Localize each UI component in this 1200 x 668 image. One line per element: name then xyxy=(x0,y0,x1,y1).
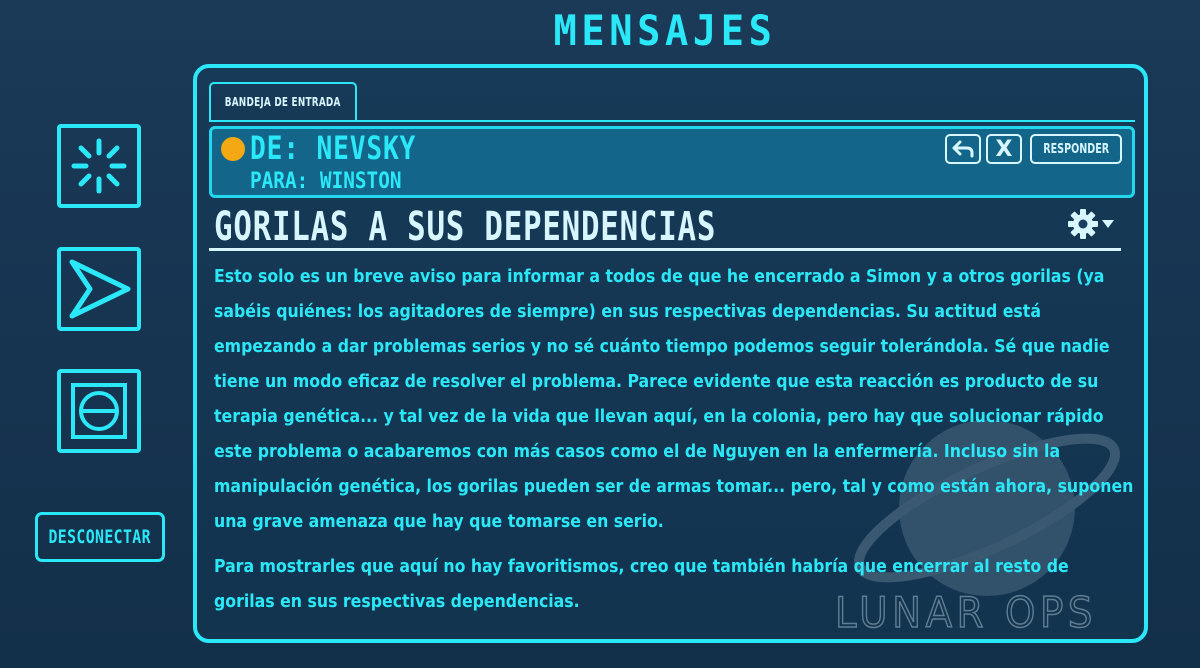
disconnect-button[interactable] xyxy=(35,512,165,562)
message-paragraph: Para mostrarles que aquí no hay favoritismos, creo que también habría que encerrar al resto de gorilas en sus respectivas dependencias. xyxy=(214,557,1069,612)
respond-label: RESPONDER xyxy=(1043,141,1109,157)
respond-button[interactable] xyxy=(1030,134,1122,164)
starburst-icon xyxy=(68,135,130,197)
disconnect-label: DESCONECTAR xyxy=(48,526,152,548)
message-panel xyxy=(193,64,1148,643)
unread-indicator xyxy=(221,137,245,161)
reply-icon-button[interactable] xyxy=(945,134,981,164)
close-message-button[interactable]: X xyxy=(986,134,1022,164)
sidebar-minus-button[interactable] xyxy=(57,369,141,453)
message-subject: GORILAS A SUS DEPENDENCIAS xyxy=(214,204,717,250)
message-from: DE: NEVSKY xyxy=(250,129,417,167)
gear-icon xyxy=(1067,208,1099,240)
tab-inbox[interactable] xyxy=(209,82,357,120)
sidebar-starburst-button[interactable] xyxy=(57,124,141,208)
message-header xyxy=(209,126,1135,198)
chevron-down-icon xyxy=(1101,219,1115,229)
send-arrow-icon xyxy=(66,256,132,322)
sidebar-send-button[interactable] xyxy=(57,247,141,331)
tab-divider xyxy=(209,120,1135,122)
message-to: PARA: WINSTON xyxy=(250,169,402,194)
subject-divider xyxy=(209,248,1121,251)
minus-circle-icon xyxy=(68,380,130,442)
lunar-ops-watermark: LUNAR OPS xyxy=(835,588,1097,637)
page-title: MENSAJES xyxy=(553,6,777,55)
settings-dropdown[interactable] xyxy=(1067,208,1115,240)
tab-inbox-label: BANDEJA DE ENTRADA xyxy=(225,95,341,109)
message-body xyxy=(214,260,1134,630)
message-paragraph: Esto solo es un breve aviso para informar a todos de que he encerrado a Simon y a otros gorilas (ya sabéis quiénes: los agitadores de siempre) en sus respectivas dependencias. Su actitud está empezando a dar problemas serios y no sé cuánto tiempo podemos seguir tolerándola. Sé que nadie tiene un modo eficaz de resolver el problema. Parece evidente que esta reacción es producto de su terapia genética... y tal vez de la vida que llevan aquí, en la colonia, pero hay que solucionar rápido este problema o acabaremos con más casos como el de Nguyen en la enfermería. Incluso sin la manipulación genética, los gorilas pueden ser de armas tomar... pero, tal y como están ahora, suponen una grave amenaza que hay que tomarse en serio. xyxy=(214,267,1134,532)
reply-arrow-icon xyxy=(951,140,975,158)
